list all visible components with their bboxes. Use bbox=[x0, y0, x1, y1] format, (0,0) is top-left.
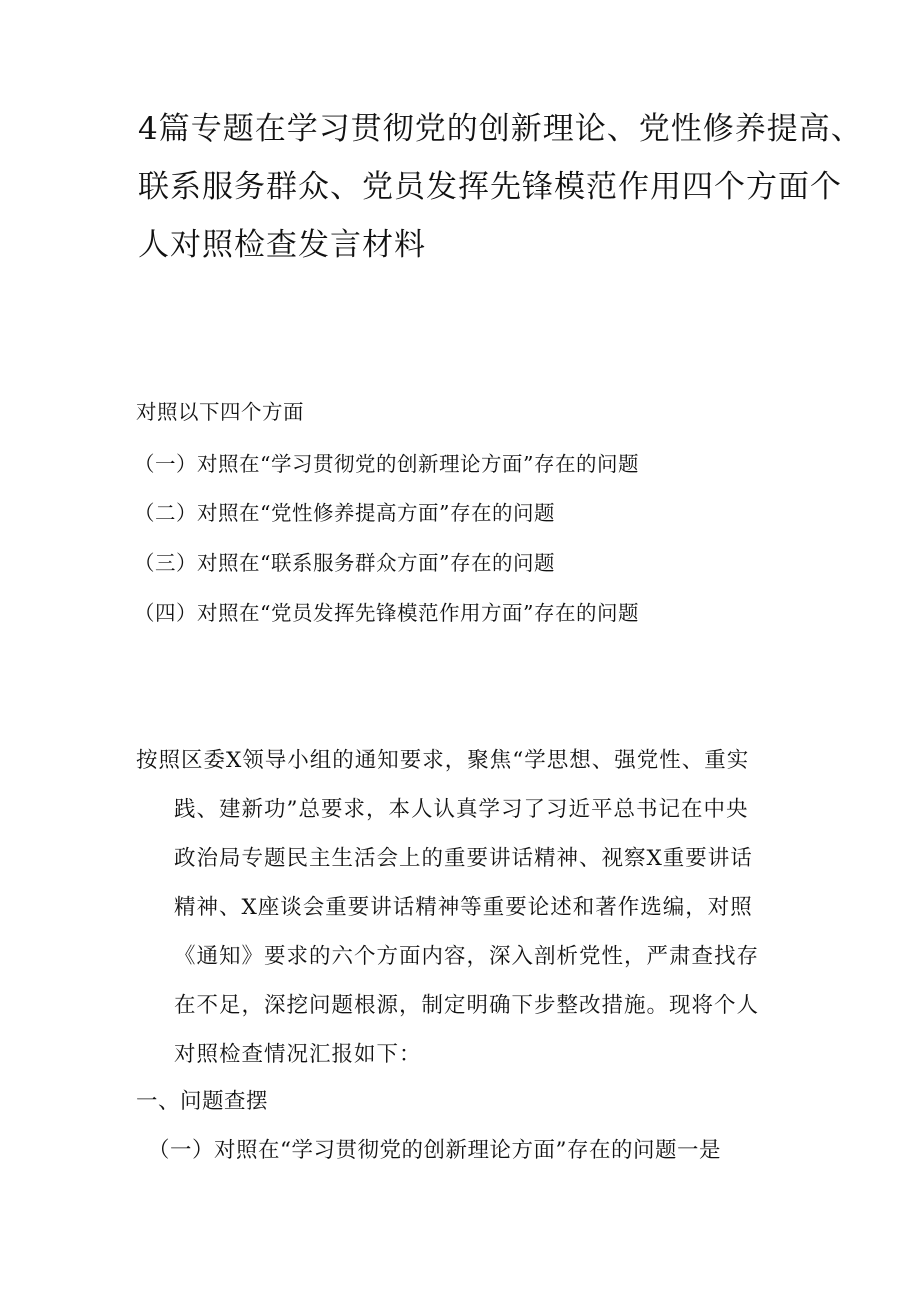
body-line: 政治局专题民主生活会上的重要讲话精神、视察X重要讲话 bbox=[174, 846, 753, 871]
body-line: 在不足，深挖问题根源，制定明确下步整改措施。现将个人 bbox=[174, 993, 760, 1018]
section-heading: 一、问题查摆 bbox=[136, 1089, 269, 1114]
body-line: 《通知》要求的六个方面内容，深入剖析党性，严肃查找存 bbox=[174, 944, 760, 969]
title-line: 4篇专题在学习贯彻党的创新理论、党性修养提高、 bbox=[138, 111, 863, 147]
aspect-item-1: （一）对照在“学习贯彻党的创新理论方面”存在的问题 bbox=[134, 452, 639, 476]
intro-text: 对照以下四个方面 bbox=[136, 400, 304, 424]
body-line: 精神、X座谈会重要讲话精神等重要论述和著作选编，对照 bbox=[174, 895, 753, 920]
aspect-item-2: （二）对照在“党性修养提高方面”存在的问题 bbox=[134, 501, 555, 525]
title-line: 人对照检查发言材料 bbox=[138, 227, 426, 263]
body-line: 按照区委X领导小组的通知要求，聚焦“学思想、强党性、重实 bbox=[136, 748, 750, 773]
body-line: 对照检查情况汇报如下： bbox=[174, 1042, 422, 1067]
aspect-item-3: （三）对照在“联系服务群众方面”存在的问题 bbox=[134, 551, 555, 575]
title-line: 联系服务群众、党员发挥先锋模范作用四个方面个 bbox=[138, 169, 842, 205]
subsection-line: （一）对照在“学习贯彻党的创新理论方面”存在的问题一是 bbox=[148, 1138, 721, 1163]
body-paragraph bbox=[136, 736, 836, 1079]
aspect-item-4: （四）对照在“党员发挥先锋模范作用方面”存在的问题 bbox=[134, 601, 639, 625]
document-title bbox=[138, 100, 863, 274]
body-line: 践、建新功”总要求，本人认真学习了习近平总书记在中央 bbox=[174, 797, 749, 822]
